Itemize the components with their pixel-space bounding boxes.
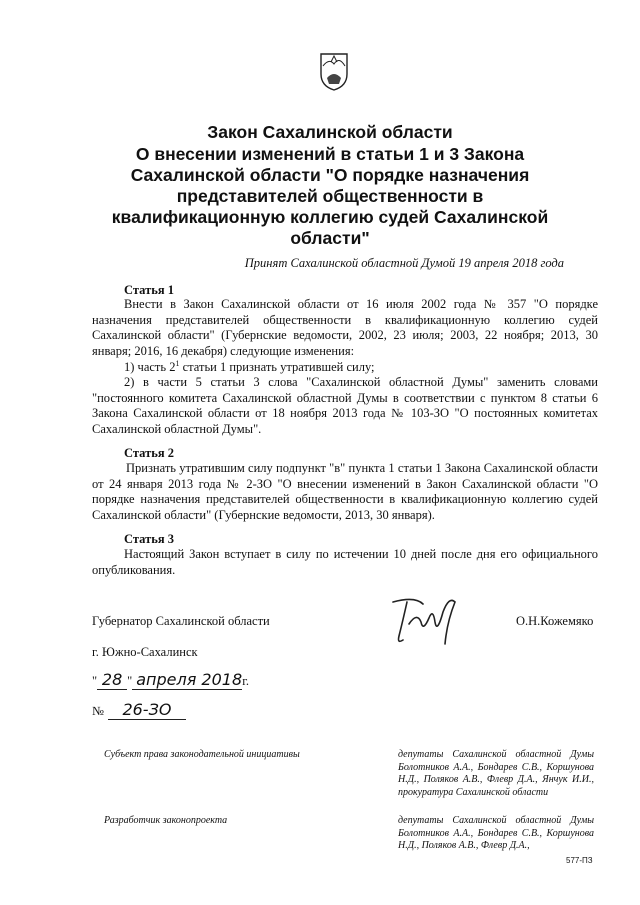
article-1-intro: Внести в Закон Сахалинской области от 16 июля 2002 года № 357 "О порядке назначения представителей общественности в квалификационную коллегию судей Сахалинской области" (Губернские ведомости, 2002, 23 июля; 2003, 22 ноября; 2013, 30 января; 2016, 16 декабря) следующие изменения: <box>92 297 598 358</box>
city: г. Южно-Сахалинск <box>92 645 198 659</box>
law-title-line: области" <box>290 228 370 248</box>
developer-label: Разработчик законопроекта <box>104 815 228 826</box>
law-title-line: представителей общественности в <box>176 186 484 206</box>
sakhalin-coat-of-arms-icon <box>319 52 349 92</box>
article-3-text: Настоящий Закон вступает в силу по истечении 10 дней после дня его официального опубликования. <box>92 547 598 577</box>
document-code: 577-ПЗ <box>566 856 593 865</box>
article-2-heading: Статья 2 <box>124 446 174 460</box>
initiative-text: депутаты Сахалинской областной Думы Болотников А.А., Бондарев С.В., Коршунова Н.Д., Поляков А.В., Флевр Д.А., Янчук И.И., прокуратура Сахалинской области <box>398 749 594 798</box>
handwritten-signature <box>385 592 473 650</box>
initiative-label: Субъект права законодательной инициативы <box>104 749 300 760</box>
developer-text: депутаты Сахалинской областной Думы Болотников А.А., Бондарев С.В., Коршунова Н.Д., Поляков А.В., Флевр Д.А., <box>398 815 594 851</box>
signing-date: " 28 " апреля 2018г. <box>92 670 250 689</box>
governor-title: Губернатор Сахалинской области <box>92 614 270 628</box>
article-3-heading: Статья 3 <box>124 532 174 546</box>
law-number: № 26-ЗО <box>92 700 186 720</box>
article-1-item-1: 1) часть $2^1$ статьи 1 признать утратившей силу; <box>124 358 375 374</box>
governor-name: О.Н.Кожемяко <box>516 614 594 628</box>
law-title-line: Сахалинской области "О порядке назначения <box>130 165 530 185</box>
article-2-text: Признать утратившим силу подпункт "в" пункта 1 статьи 1 Закона Сахалинской области от 24 января 2013 года № 2-ЗО "О внесении изменений в Закон Сахалинской области "О порядке назначения представителей общественности в квалификационную коллегию судей Сахалинской области" (Губернские ведомости, 2013, 30 января). <box>92 461 598 522</box>
law-title-prefix: Закон Сахалинской области <box>207 122 453 142</box>
law-title-line: квалификационную коллегию судей Сахалинской <box>111 207 549 227</box>
article-1-heading: Статья 1 <box>124 283 174 297</box>
adoption-note: Принят Сахалинской областной Думой 19 апреля 2018 года <box>244 256 564 270</box>
article-1-item-2: 2) в части 5 статьи 3 слова "Сахалинской областной Думы" заменить словами "постоянного комитета Сахалинской областной Думы в соответствии с пунктом 8 статьи 6 Закона Сахалинской области от 18 ноября 2013 года № 103-ЗО "О постоянных комитетах Сахалинской областной Думы". <box>92 375 598 436</box>
law-title-line: О внесении изменений в статьи 1 и 3 Закона <box>135 144 525 164</box>
